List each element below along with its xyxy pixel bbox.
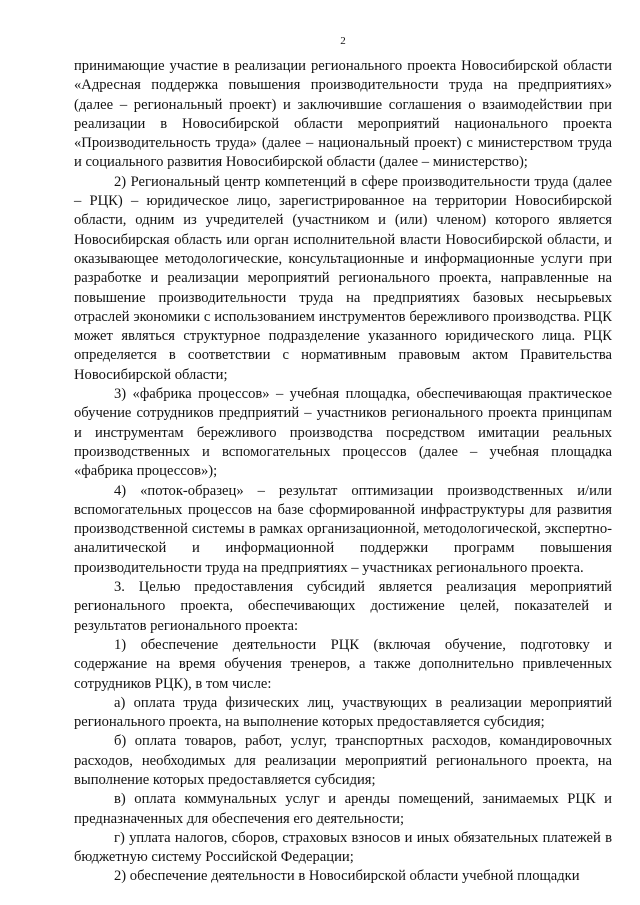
paragraph-definition-process-factory: 3) «фабрика процессов» – учебная площадка, обеспечивающая практическое обучение сотрудников предприятий – участников регионального проекта принципам и инструментам бережливого производства посредством имитации реальных производственных и вспомогательных процессов (далее – учебная площадка «фабрика процессов»); [74,386,612,480]
document-page [74,34,612,887]
paragraph-subsidy-purpose: 3. Целью предоставления субсидий является реализация мероприятий регионального проекта, обеспечивающих достижение целей, показателей и результатов регионального проекта: [74,579,612,634]
paragraph-continuation: принимающие участие в реализации регионального проекта Новосибирской области «Адресная поддержка повышения производительности труда на предприятиях» (далее – региональный проект) и заключившие соглашения о взаимодействии при реализации в Новосибирской области мероприятий национального проекта «Производительность труда» (далее – национальный проект) с министерством труда и социального развития Новосибирской области (далее – министерство); [74,58,612,171]
page-number: 2 [340,35,346,47]
paragraph-item-1v: в) оплата коммунальных услуг и аренды помещений, занимаемых РЦК и предназначенных для обеспечения его деятельности; [74,791,612,827]
paragraph-definition-sample-flow: 4) «поток-образец» – результат оптимизации производственных и/или вспомогательных процессов на базе сформированной инфраструктуры для развития производственной системы в рамках организационной, методологической, экспертно-аналитической и информационной поддержки программ повышения производительности труда на предприятиях – участниках регионального проекта. [74,482,612,576]
paragraph-item-1g: г) уплата налогов, сборов, страховых взносов и иных обязательных платежей в бюджетную систему Российской Федерации; [74,829,612,866]
paragraph-definition-rck: 2) Региональный центр компетенций в сфере производительности труда (далее – РЦК) – юридическое лицо, зарегистрированное на территории Новосибирской области, одним из учредителей (участником и (или) членом) которого является Новосибирская область или орган исполнительной власти Новосибирской области, и оказывающее методологические, консультационные и информационные услуги при разработке и реализации мероприятий регионального проекта, направленные на повышение производительности труда на предприятиях базовых несырьевых отраслей экономики с использованием инструментов бережливого производства. РЦК может являться структурное подразделение указанного юридического лица. РЦК определяется в соответствии с нормативным правовым актом Правительства Новосибирской области; [74,173,612,383]
paragraph-item-2: 2) обеспечение деятельности в Новосибирской области учебной площадки [114,868,580,885]
paragraph-item-1a: а) оплата труда физических лиц, участвующих в реализации мероприятий регионального проекта, на выполнение которых предоставляется субсидия; [74,694,612,731]
paragraph-item-1b: б) оплата товаров, работ, услуг, транспортных расходов, командировочных расходов, необходимых для реализации мероприятий регионального проекта, на выполнение которых предоставляется субсидия; [74,733,612,788]
paragraph-item-1: 1) обеспечение деятельности РЦК (включая обучение, подготовку и содержание на время обучения тренеров, а также дополнительно привлеченных сотрудников РЦК), в том числе: [74,636,612,692]
